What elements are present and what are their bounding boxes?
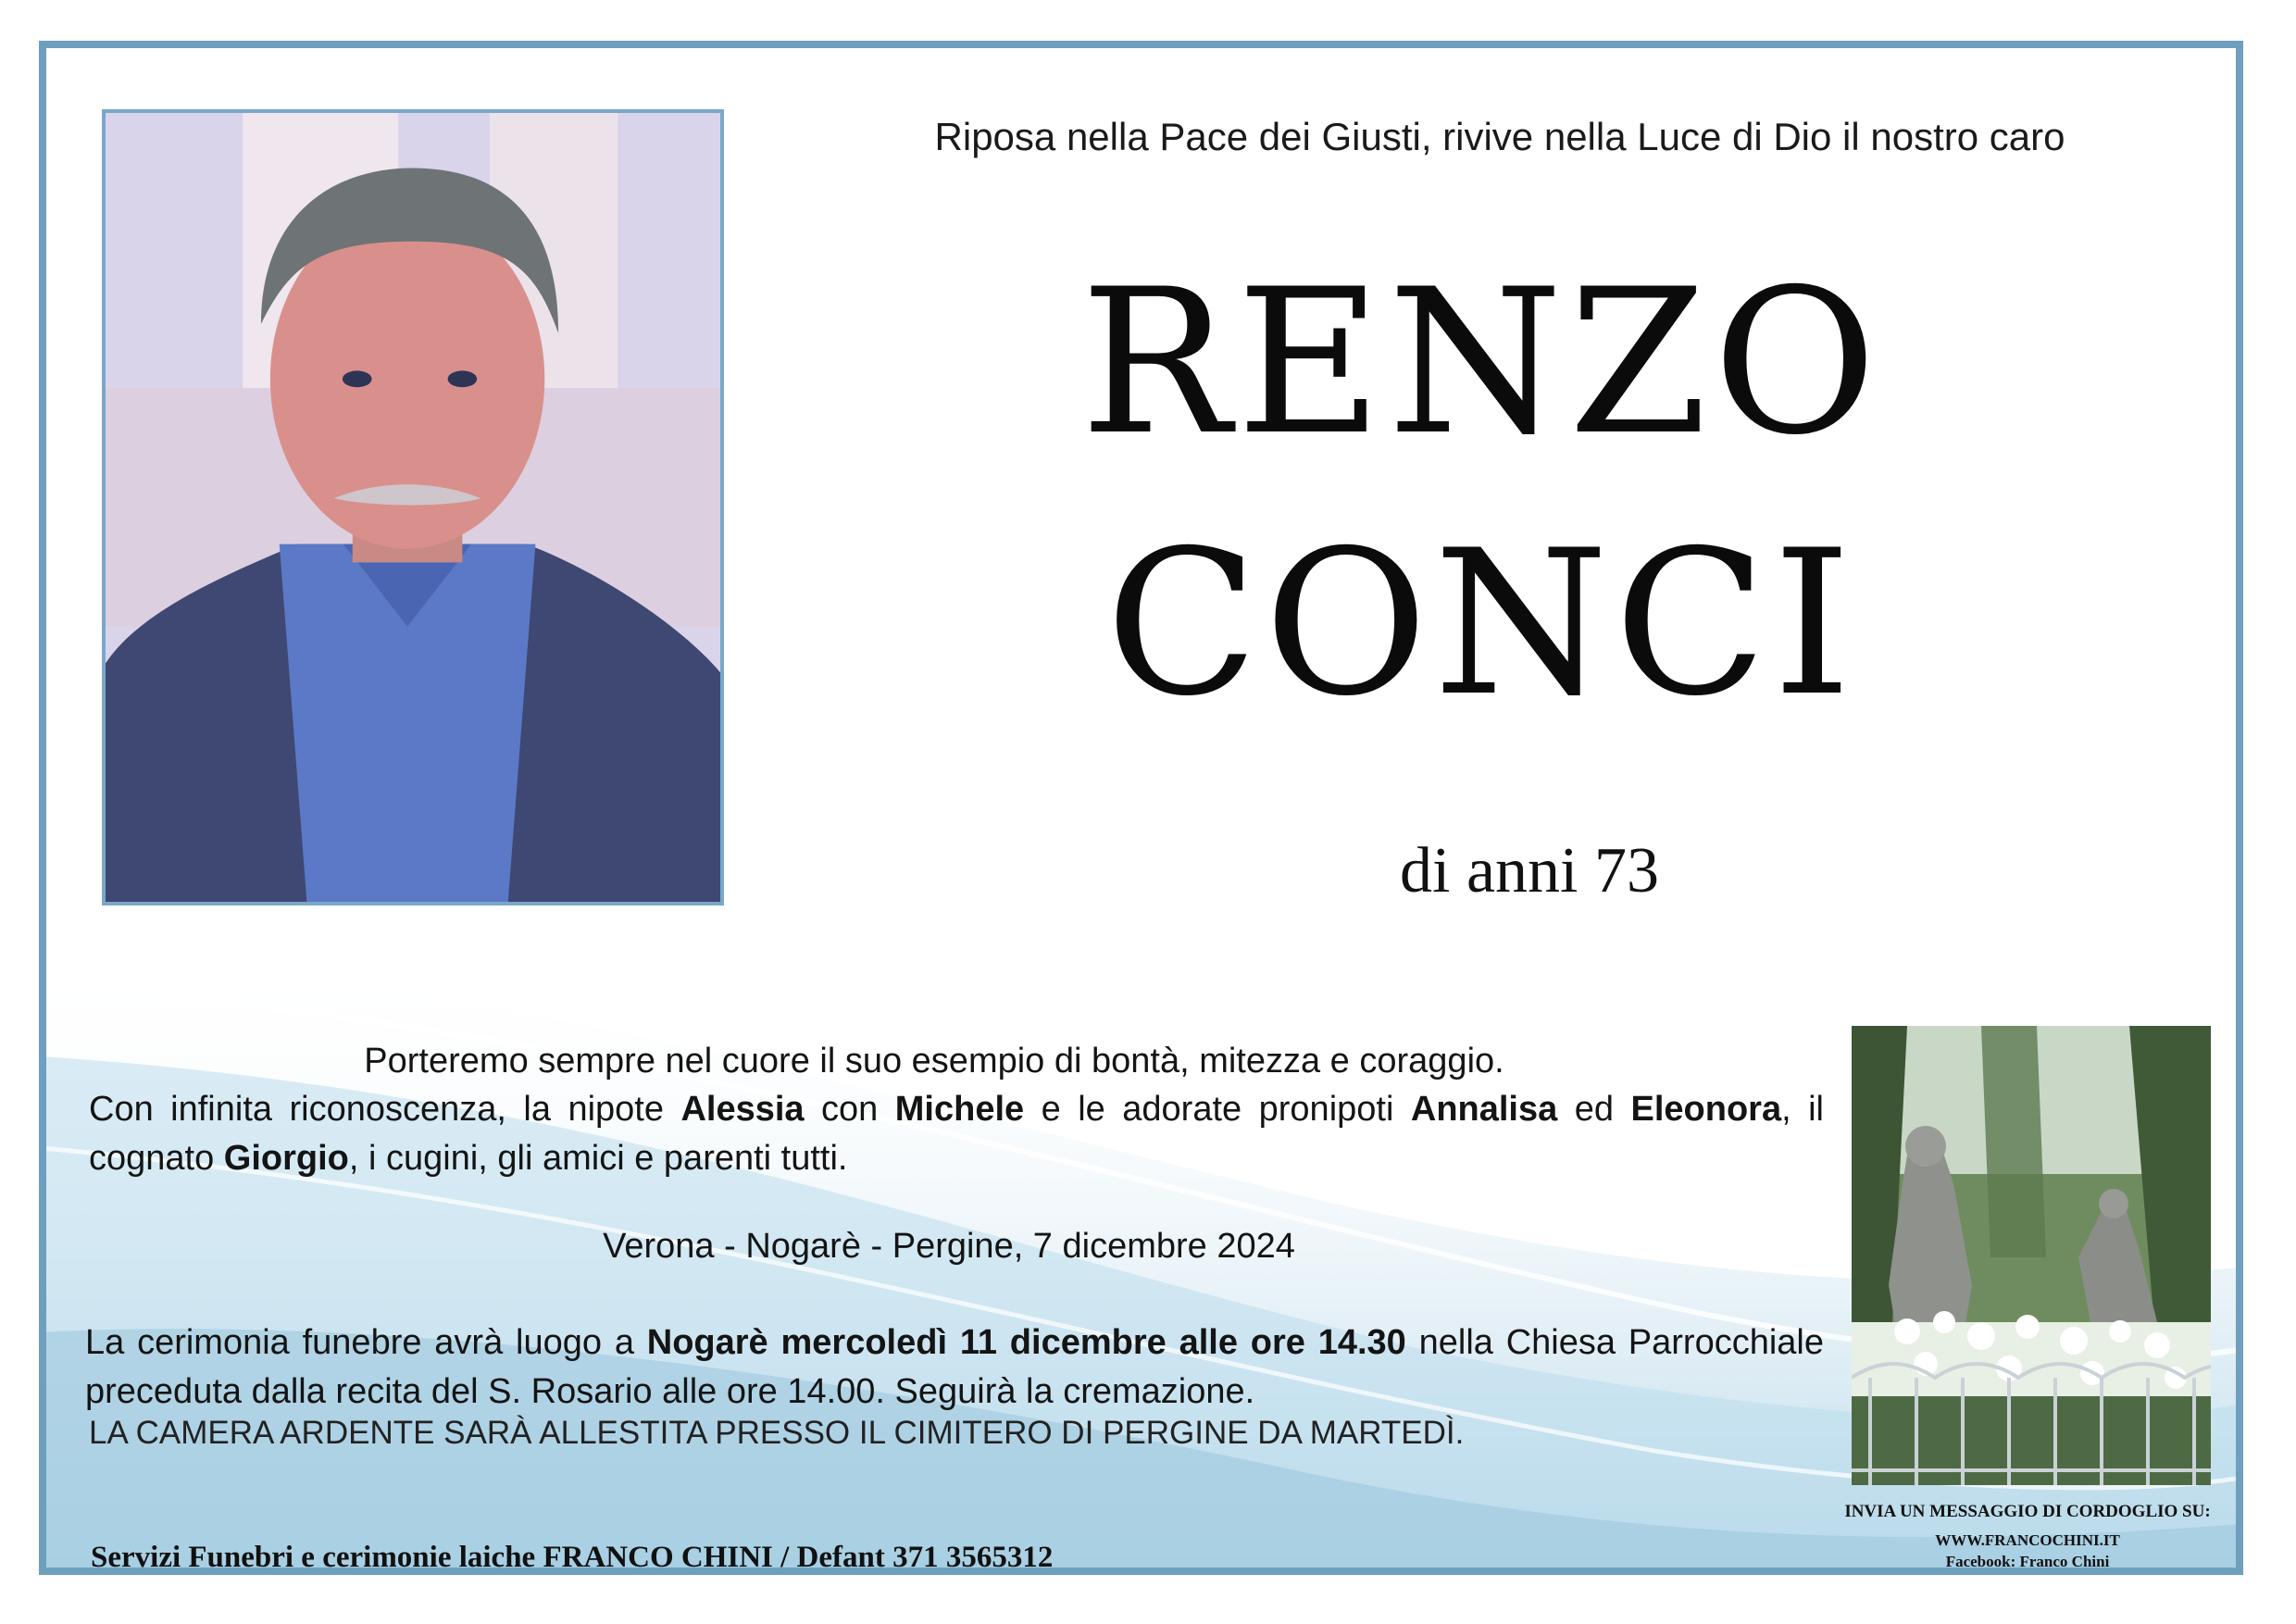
memorial-message: Porteremo sempre nel cuore il suo esempio di bontà, mitezza e coraggio.: [364, 1042, 1504, 1081]
statue-photo: [1852, 1026, 2211, 1485]
ceremony-datetime: Nogarè mercoledì 11 dicembre alle ore 14.30: [646, 1323, 1406, 1362]
age-text: di anni 73: [1178, 811, 1881, 931]
condolence-heading: INVIA UN MESSAGGIO DI CORDOGLIO SU:: [1844, 1502, 2211, 1521]
family-name: Annalisa: [1410, 1090, 1558, 1129]
text-fragment: nella Chiesa Parrocchiale preceduta dalla recita del S. Rosario alle ore 14.00. Seguirà la cremazione.: [85, 1323, 1824, 1411]
website-link[interactable]: WWW.FRANCOCHINI.IT: [1935, 1531, 2120, 1549]
portrait-photo: [102, 109, 724, 906]
family-name: Alessia: [680, 1090, 805, 1129]
obituary-frame: [39, 41, 2243, 1575]
text-fragment: con: [804, 1090, 895, 1129]
family-list: [89, 1085, 1824, 1183]
text-fragment: Con infinita riconoscenza, la nipote: [89, 1090, 681, 1129]
family-name: Michele: [894, 1090, 1025, 1129]
chapel-notice: LA CAMERA ARDENTE SARÀ ALLESTITA PRESSO IL CIMITERO DI PERGINE DA MARTEDÌ.: [89, 1415, 1465, 1451]
text-fragment: ed: [1557, 1090, 1631, 1129]
condolence-box: [1805, 1500, 2243, 1572]
family-name: Giorgio: [223, 1139, 349, 1178]
intro-text: Riposa nella Pace dei Giusti, rivive nella Luce di Dio il nostro caro: [934, 115, 2065, 158]
family-name: Eleonora: [1630, 1090, 1782, 1129]
text-fragment: e le adorate pronipoti: [1024, 1090, 1411, 1129]
ceremony-info: [85, 1318, 1824, 1417]
place-date: Verona - Nogarè - Pergine, 7 dicembre 2024: [603, 1227, 1295, 1266]
deceased-first-name: RENZO: [1079, 246, 1883, 479]
text-fragment: , il cognato: [89, 1090, 1825, 1178]
text-fragment: , i cugini, gli amici e parenti tutti.: [348, 1139, 848, 1178]
funeral-services: Servizi Funebri e cerimonie laiche FRANCO CHINI / Defant 371 3565312: [91, 1541, 1054, 1574]
facebook-link[interactable]: Facebook: Franco Chini: [1945, 1553, 2110, 1570]
deceased-last-name: CONCI: [1105, 507, 1857, 740]
text-fragment: La cerimonia funebre avrà luogo a: [85, 1323, 647, 1362]
